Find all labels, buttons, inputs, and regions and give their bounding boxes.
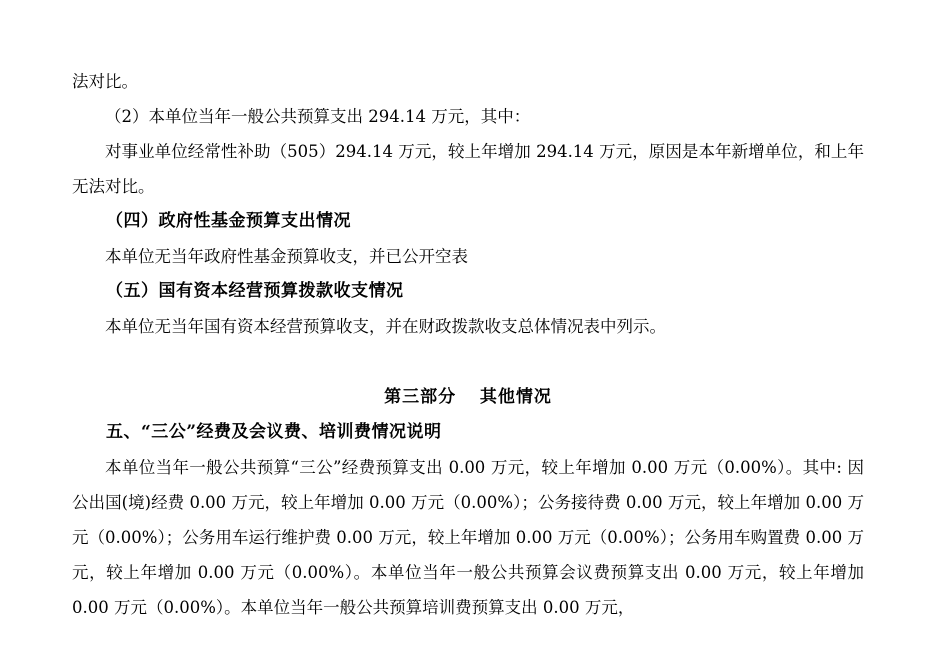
part-heading-label: 第三部分 xyxy=(384,387,457,407)
paragraph-continuation: 法对比。 xyxy=(72,72,138,91)
document-body xyxy=(72,64,864,625)
paragraph-subsidy-detail: 对事业单位经常性补助（505）294.14 万元，较上年增加 294.14 万元，原因是本年新增单位，和上年无法对比。 xyxy=(72,142,864,196)
section-spacer xyxy=(72,344,864,380)
paragraph-three-public-expenses-detail: 本单位当年一般公共预算“三公”经费预算支出 0.00 万元，较上年增加 0.00 万元（0.00%）。其中: 因公出国(境)经费 0.00 万元，较上年增加 0.00 万元（0.00%）；公务接待费 0.00 万元，较上年增加 0.00 万元（0.00%）；公务用车运行维护费 0.00 万元，较上年增加 0.00 万元（0.00%）；公务用车购置费 0.00 万元，较上年增加 0.00 万元（0.00%）。本单位当年一般公共预算会议费预算支出 0.00 万元，较上年增加 0.00 万元（0.00%）。本单位当年一般公共预算培训费预算支出 0.00 万元， xyxy=(72,458,865,617)
paragraph-state-capital-operation: 本单位无当年国有资本经营预算收支，并在财政拨款收支总体情况表中列示。 xyxy=(105,317,666,336)
paragraph-government-fund-budget: 本单位无当年政府性基金预算收支，并已公开空表 xyxy=(105,247,468,266)
paragraph-general-budget-expenditure: （2）本单位当年一般公共预算支出 294.14 万元，其中： xyxy=(105,107,531,126)
part-heading-title: 其他情况 xyxy=(479,387,552,407)
heading-government-fund-budget: （四）政府性基金预算支出情况 xyxy=(106,211,351,231)
heading-three-public-expenses: 五、“三公”经费及会议费、培训费情况说明 xyxy=(106,422,442,442)
part-heading xyxy=(72,380,864,415)
heading-state-capital-operation: （五）国有资本经营预算拨款收支情况 xyxy=(106,281,404,301)
